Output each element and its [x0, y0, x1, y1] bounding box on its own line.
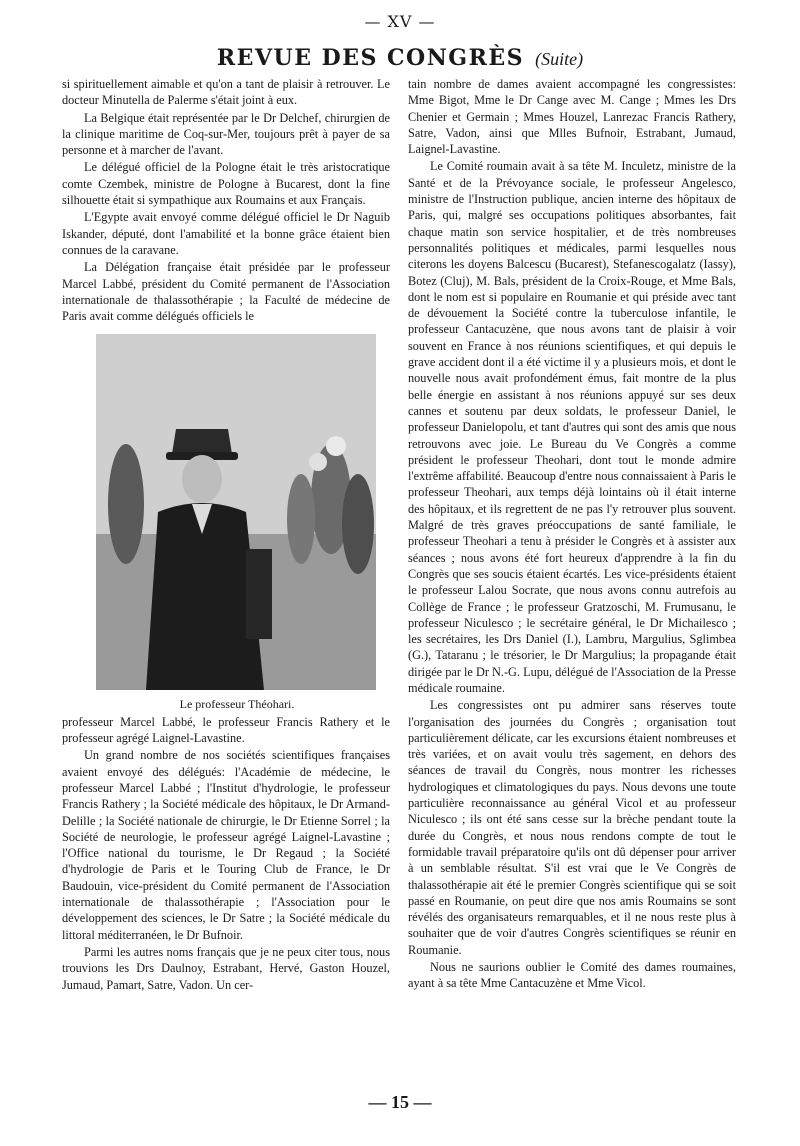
paragraph: L'Egypte avait envoyé comme délégué officiel le Dr Naguib Iskander, député, dont l'amabilité et la bonne grâce étaient bien connues de la caravane. [62, 210, 390, 257]
paragraph: La Belgique était représentée par le Dr Delchef, chirurgien de la clinique maritime de Coq-sur-Mer, toujours prêt à payer de sa personne et à marcher de l'avant. [62, 110, 390, 158]
paragraph: tain nombre de dames avaient accompagné les congressistes: Mme Bigot, Mme le Dr Cange avec M. Cange ; Mmes les Drs Chenier et Germain ; Mmes Houzel, Lanrezac Francis Rathery, Satre, Vadon, ainsi que Mlles Bufnoir, Estrabant, Jumaud, Laignel-Lavastine. [408, 77, 736, 157]
photo-caption: Le professeur Théohari. [179, 697, 295, 712]
right-column [408, 76, 736, 993]
paragraph: Parmi les autres noms français que je ne peux citer tous, nous trouvions les Drs Daulnoy, Estrabant, Hervé, Gaston Houzel, Jumaud, Pamart, Satre, Vadon. Un cer- [62, 944, 390, 992]
paragraph: Un grand nombre de nos sociétés scientifiques françaises avaient envoyé des délégués: l'Académie de médecine, le professeur Marcel Labbé ; l'Institut d'hydrologie, le professeur Francis Rathery ; la Société médicale des hôpitaux, le Dr Armand-Delille ; la Société nationale de chirurgie, le Dr Etienne Sorrel ; la Société de neurologie, le professeur agrégé Laignel-Lavastine ; l'Office national du tourisme, le Dr Regaud ; la Société d'hydrologie de Paris et le Touring Club de France, le Dr Baudouin, vice-président du Comité permanent de l'Association internationale de thalassothérapie ; l'Association pour le développement des sciences, le Dr Satre ; la Société médicale du littoral méditerranéen, le Dr Bufnoir. [62, 748, 390, 942]
paragraph: si spirituellement aimable et qu'on a tant de plaisir à retrouver. Le docteur Minutella de Palerme s'était joint à eux. [62, 77, 390, 108]
paragraph: Nous ne saurions oublier le Comité des dames roumaines, ayant à sa tête Mme Cantacuzène et Mme Vicol. [408, 960, 736, 991]
paragraph: professeur Marcel Labbé, le professeur Francis Rathery et le professeur agrégé Laignel-Lavastine. [62, 714, 390, 746]
portrait-photo [96, 334, 376, 690]
paragraph: Le Comité roumain avait à sa tête M. Inculetz, ministre de la Santé et de la Prévoyance sociale, le professeur Angelesco, ministre de l'Instruction publique, ancien interne des hôpitaux de Paris, qui, malgré ses occupations politiques absorbantes, fait chaque matin son service hospitalier, et de très nombreuses personnalités politiques et médicales, parmi lesquelles nous citerons les doyens Balcescu (Bucarest), Stefanescogalatz (Iassy), Botez (Cluj), M. Bals, président de la Croix-Rouge, et Mme Bals, dont le nom est si populaire en Roumanie et qui préside avec tant de dévouement la Société contre la tuberculose infantile, le professeur Cantacuzène, que nous avons tant de plaisir à voir souvent en France à nos réunions scientifiques, et qui depuis le grave accident dont il a été victime il y a plusieurs mois, et dont le nouvelle nous avait profondément émus, fait montre de la plus belle énergie en assistant à nos réunions appuyé sur ses deux cannes et soutenu par deux soldats, le professeur Daniel, le professeur Danielopolu, et tant d'autres qui sont des amis que nous retrouvons avec joie. Le Bureau du Ve Congrès a comme président le professeur Theohari, dont tout le monde admire l'extrême affabilité. Beaucoup d'entre nous connaissaient à Paris le professeur Theohari, aux temps déjà lointains où il était interne des hôpitaux, et ils regrettent de ne pas l'y retrouver plus souvent. Malgré de très graves préoccupations de santé familiale, le professeur Theohari a tenu à présider le Congrès et à assister aux séances ; nous avons été fort heureux d'apprendre à la fin du Congrès que ses soucis étaient écartés. Les vice-présidents étaient le professeur Lalou Socrate, que nous avons connu autrefois au Collège de France ; le professeur Gratzoschi, M. Frumusanu, le professeur Niculesco ; le secrétaire général, le Dr Michailesco ; les secrétaires, les Drs Daniel (I.), Lambru, Margulius, Sglimbea (G.), Tataranu ; le trésorier, le Dr Margulius; la propagande était dirigée par le Dr N.-G. Lupu, délégué de l'Association de la Presse médicale roumaine. [408, 159, 736, 695]
paragraph: La Délégation française était présidée par le professeur Marcel Labbé, président du Comité permanent de l'Association internationale de thalassothérapie ; la Faculté de médecine de Paris avait comme délégués officiels le [62, 260, 390, 324]
left-column [62, 76, 390, 994]
photo-scene [96, 334, 376, 690]
paragraph: Les congressistes ont pu admirer sans réserves toute l'organisation des journées du Congrès ; organisation tout particulièrement délicate, car les excursions étaient nombreuses et très variées, et on avait voulu très sagement, en dehors des séances de travail du Congrès, nous montrer les richesses hydrologiques et climatologiques du pays. Nous devons une toute particulière reconnaissance au général Vicol et au professeur Niculesco ; ils ont été sans cesse sur la brèche pendant toute la durée du Congrès, et nous nous rendons compte de tout le formidable travail préparatoire qu'ils ont dû dépenser pour arriver à un semblable résultat. S'il est vrai que le Ve Congrès de thalassothérapie ait été le premier Congrès scientifique qui se soit passé en Roumanie, on peut dire que nos amis Roumains se sont révélés des organisateurs remarquables, et il ne nous reste plus à souhaiter que de voir d'autres Congrès scientifiques se réunir en Roumanie. [408, 698, 736, 957]
title-suffix: (Suite) [535, 49, 584, 69]
title-main: REVUE DES CONGRÈS [216, 45, 525, 71]
page-number: — 15 — [368, 1092, 432, 1112]
page-title [0, 45, 800, 71]
paragraph: Le délégué officiel de la Pologne était le très aristocratique comte Czembek, ministre de Pologne à Bucarest, dont la fine silhouette était si sympathique aux Roumains et aux Français. [62, 160, 390, 208]
header-page-roman: — XV — [364, 12, 436, 31]
